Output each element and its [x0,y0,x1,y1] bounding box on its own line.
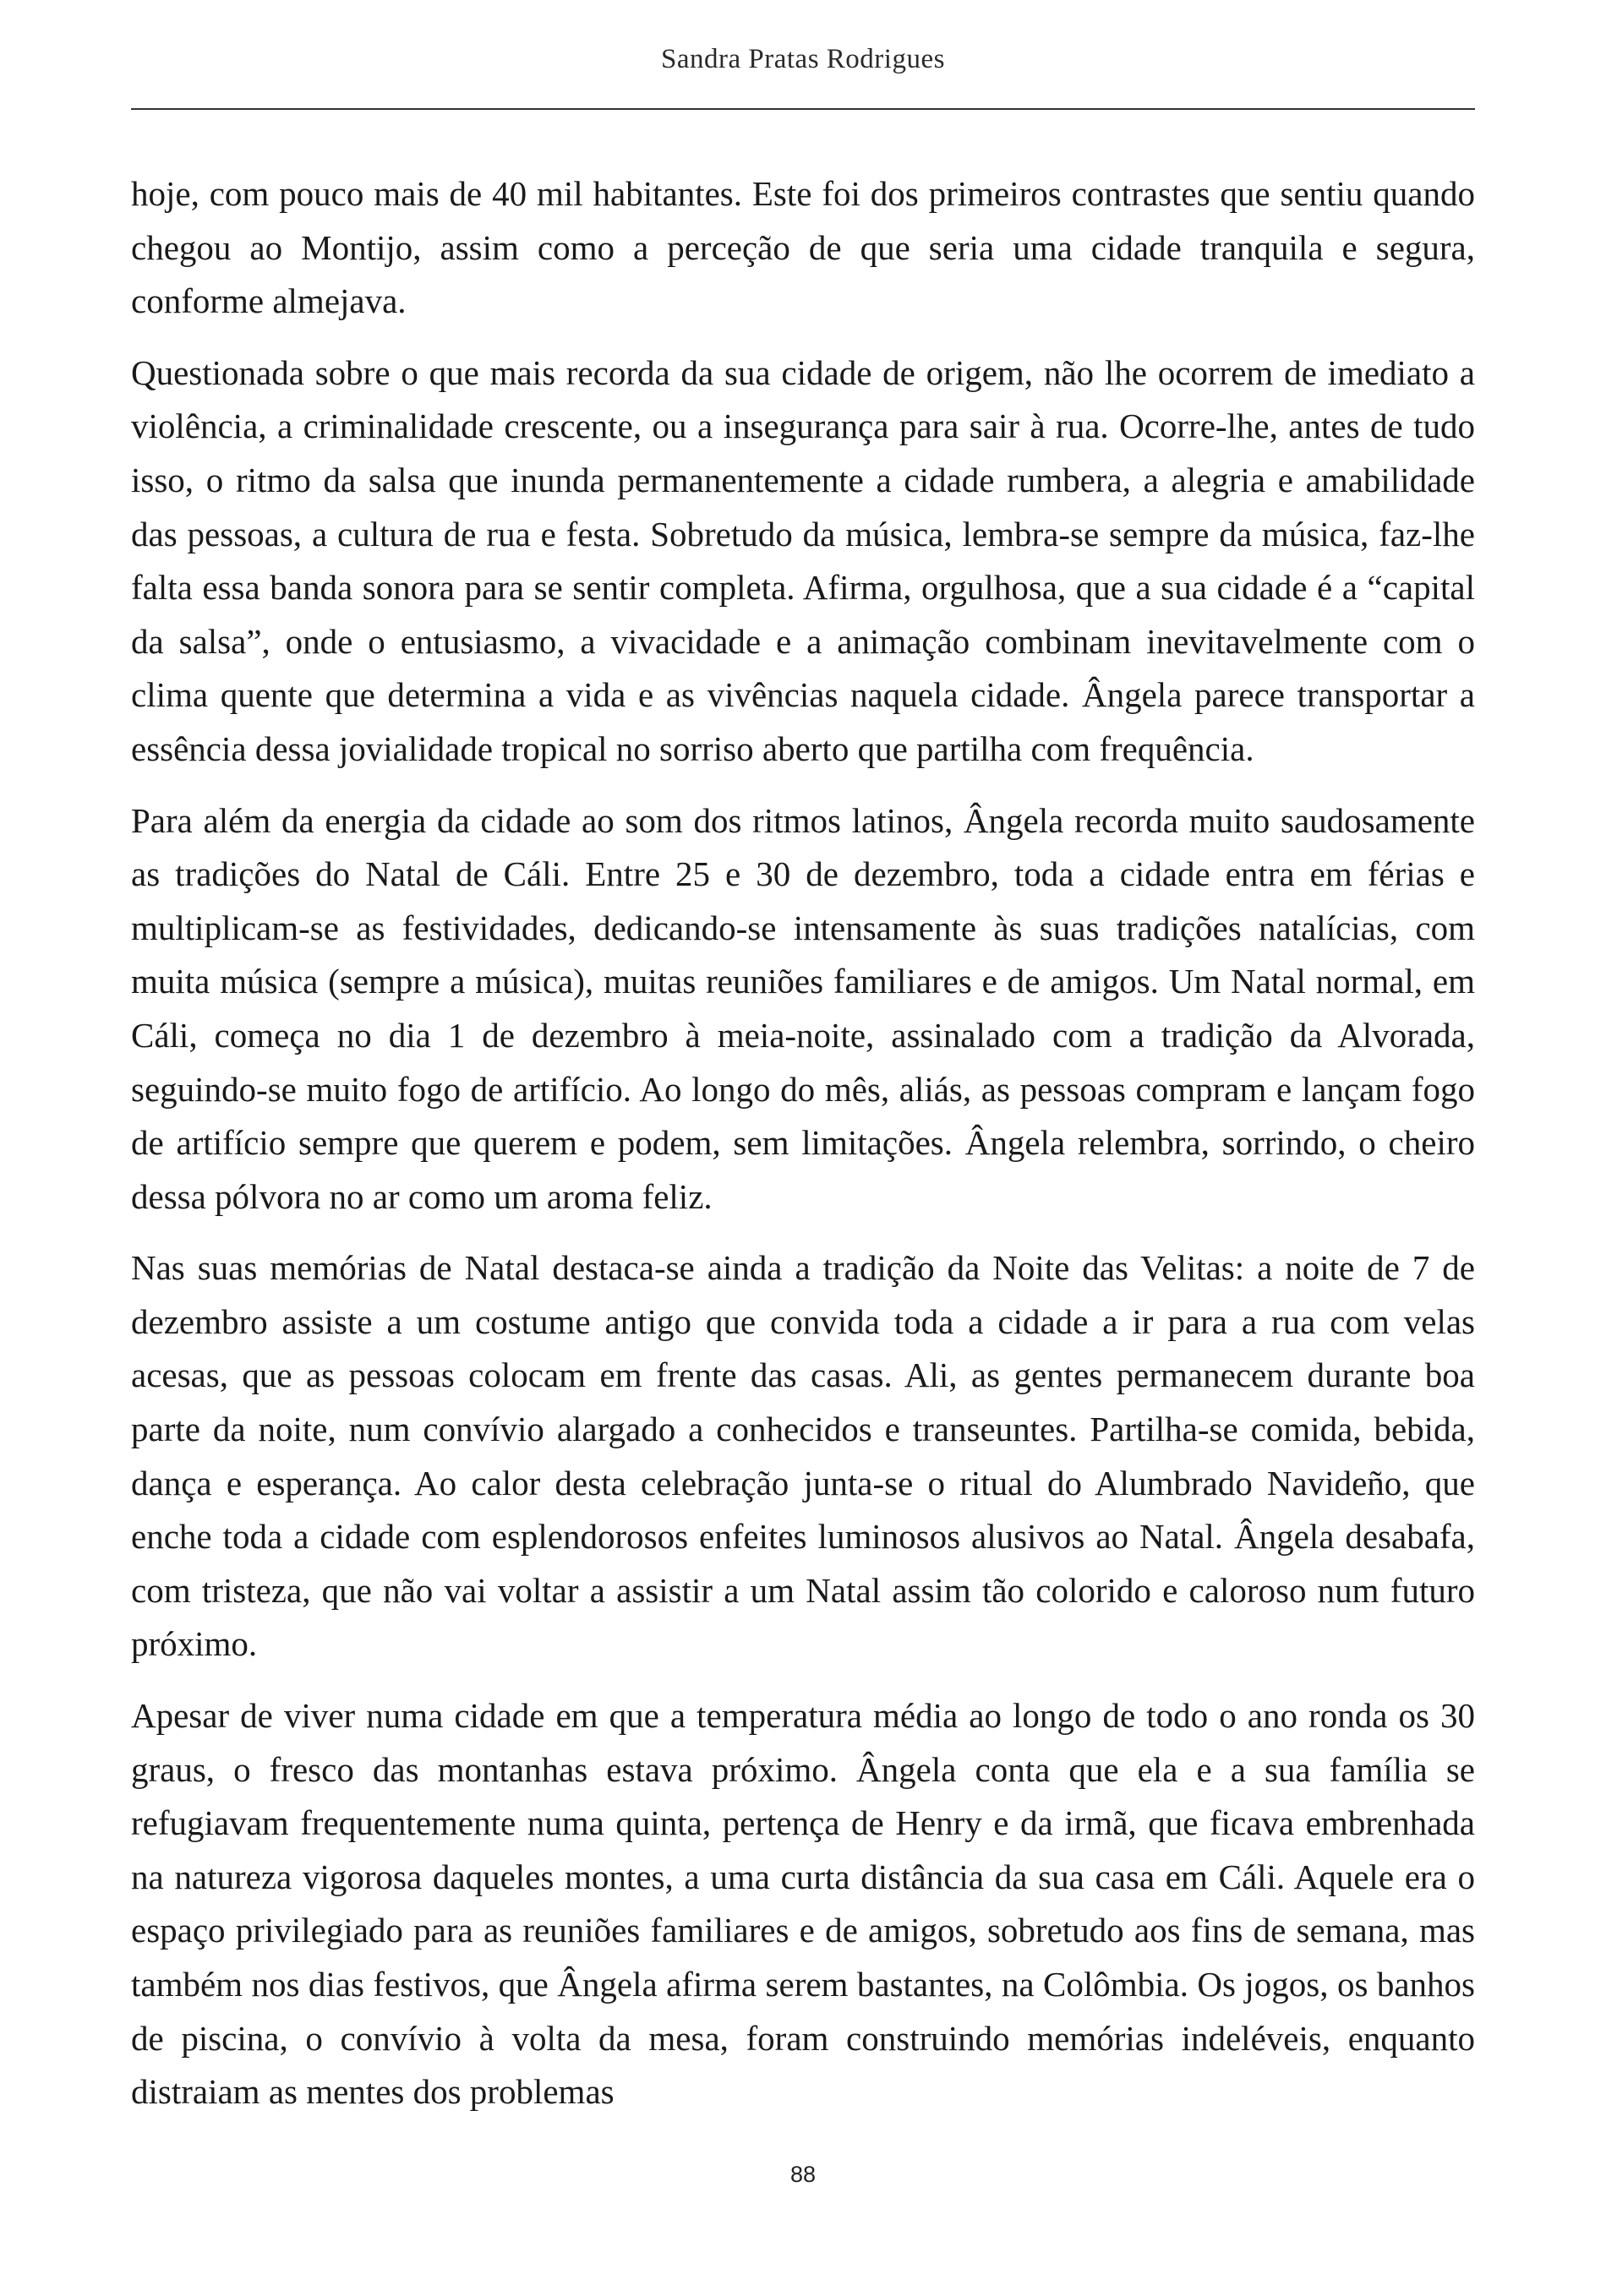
body-text [131,167,1475,2137]
paragraph: Apesar de viver numa cidade em que a temperatura média ao longo de todo o ano ronda os 30 graus, o fresco das montanhas estava próximo. Ângela conta que ela e a sua família se refugiavam frequentemente numa quinta, pertença de Henry e da irmã, que ficava embrenhada na natureza vigorosa daqueles montes, a uma curta distância da sua casa em Cáli. Aquele era o espaço privilegiado para as reuniões familiares e de amigos, sobretudo aos fins de semana, mas também nos dias festivos, que Ângela afirma serem bastantes, na Colômbia. Os jogos, os banhos de piscina, o convívio à volta da mesa, foram construindo memórias indeléveis, enquanto distraiam as mentes dos problemas [131,1696,1475,2112]
page-number: 88 [789,2162,817,2187]
header-divider [131,108,1475,110]
running-header: Sandra Pratas Rodrigues [661,44,945,74]
paragraph: hoje, com pouco mais de 40 mil habitantes. Este foi dos primeiros contrastes que sentiu quando chegou ao Montijo, assim como a perceção de que seria uma cidade tranquila e segura, conforme almejava. [131,174,1475,321]
paragraph: Nas suas memórias de Natal destaca-se ainda a tradição da Noite das Velitas: a noite de 7 de dezembro assiste a um costume antigo que convida toda a cidade a ir para a rua com velas acesas, que as pessoas colocam em frente das casas. Ali, as gentes permanecem durante boa parte da noite, num convívio alargado a conhecidos e transeuntes. Partilha-se comida, bebida, dança e esperança. Ao calor desta celebração junta-se o ritual do Alumbrado Navideño, que enche toda a cidade com esplendorosos enfeites luminosos alusivos ao Natal. Ângela desabafa, com tristeza, que não vai voltar a assistir a um Natal assim tão colorido e caloroso num futuro próximo. [131,1248,1475,1664]
paragraph: Questionada sobre o que mais recorda da sua cidade de origem, não lhe ocorrem de imediato a violência, a criminalidade crescente, ou a insegurança para sair à rua. Ocorre-lhe, antes de tudo isso, o ritmo da salsa que inunda permanentemente a cidade rumbera, a alegria e amabilidade das pessoas, a cultura de rua e festa. Sobretudo da música, lembra-se sempre da música, faz-lhe falta essa banda sonora para se sentir completa. Afirma, orgulhosa, que a sua cidade é a “capital da salsa”, onde o entusiasmo, a vivacidade e a animação combinam inevitavelmente com o clima quente que determina a vida e as vivências naquela cidade. Ângela parece transportar a essência dessa jovialidade tropical no sorriso aberto que partilha com frequência. [131,352,1475,768]
paragraph: Para além da energia da cidade ao som dos ritmos latinos, Ângela recorda muito saudosamente as tradições do Natal de Cáli. Entre 25 e 30 de dezembro, toda a cidade entra em férias e multiplicam-se as festividades, dedicando-se intensamente às suas tradições natalícias, com muita música (sempre a música), muitas reuniões familiares e de amigos. Um Natal normal, em Cáli, começa no dia 1 de dezembro à meia-noite, assinalado com a tradição da Alvorada, seguindo-se muito fogo de artifício. Ao longo do mês, aliás, as pessoas compram e lançam fogo de artifício sempre que querem e podem, sem limitações. Ângela relembra, sorrindo, o cheiro dessa pólvora no ar como um aroma feliz. [131,800,1475,1216]
